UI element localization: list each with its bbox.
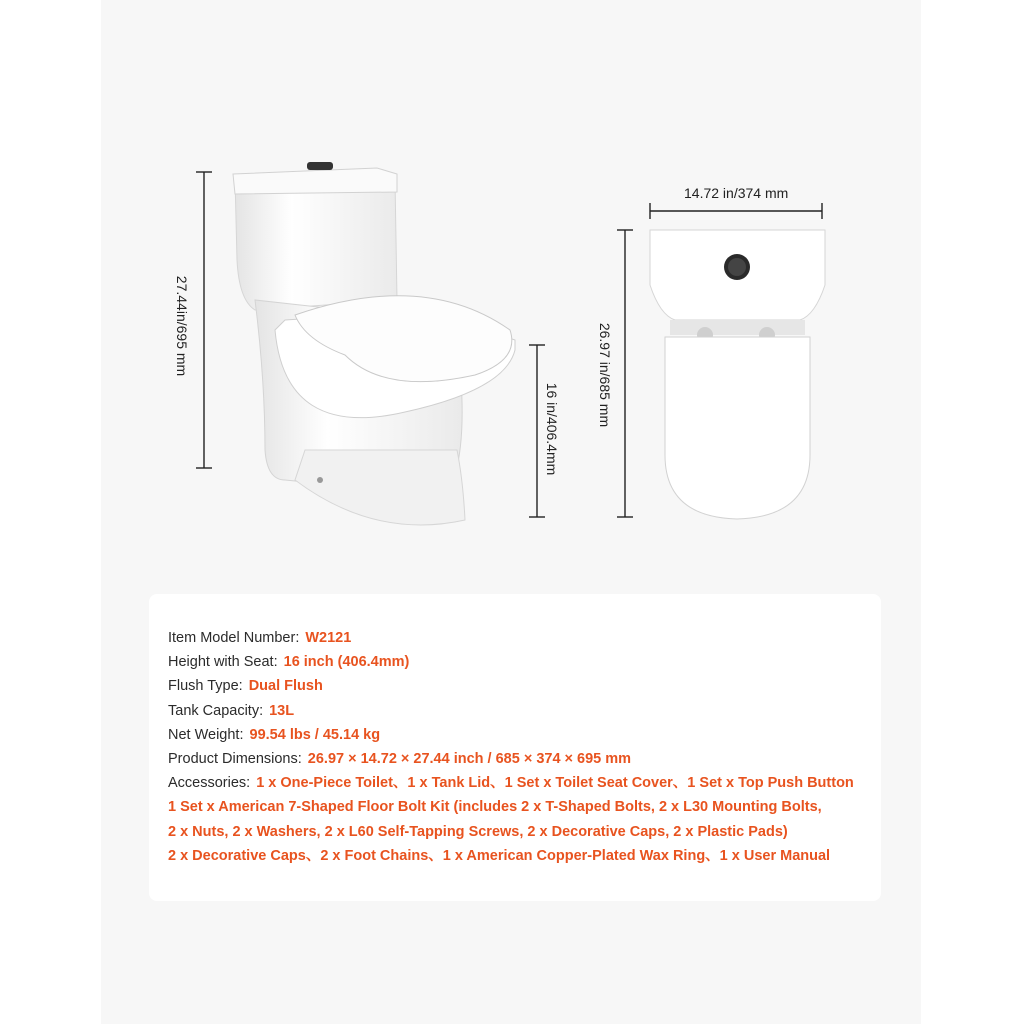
spec-model [168, 626, 868, 650]
spec-value: 1 x One-Piece Toilet、1 x Tank Lid、1 Set x Toilet Seat Cover、1 Set x Top Push Button [256, 775, 854, 792]
spec-label: Height with Seat: [168, 654, 278, 671]
top-depth-label: 26.97 in/685 mm [597, 322, 613, 428]
spec-value: W2121 [305, 630, 352, 646]
spec-value: 16 inch (406.4mm) [283, 654, 410, 671]
spec-label: Tank Capacity: [168, 702, 264, 719]
spec-accessories-line: 2 x Nuts, 2 x Washers, 2 x L60 Self-Tapping Screws, 2 x Decorative Caps, 2 x Plastic Pads) [168, 823, 788, 840]
spec-accessories-line: 2 x Decorative Caps、2 x Foot Chains、1 x American Copper-Plated Wax Ring、1 x User Manual [168, 847, 831, 864]
side-height-label: 27.44in/695 mm [174, 275, 190, 377]
spec-label: Flush Type: [168, 678, 243, 695]
spec-list [168, 626, 868, 868]
spec-label: Product Dimensions: [168, 751, 302, 768]
spec-card [149, 594, 881, 901]
spec-value: 99.54 lbs / 45.14 kg [249, 726, 381, 743]
spec-value: Dual Flush [248, 678, 323, 695]
top-width-label: 14.72 in/374 mm [684, 185, 789, 201]
spec-weight [168, 723, 868, 747]
spec-tank [168, 699, 868, 723]
spec-flush [168, 674, 868, 698]
seat-height-label: 16 in/406.4mm [544, 382, 560, 476]
spec-value: 13L [269, 702, 295, 719]
spec-dimensions [168, 747, 868, 771]
spec-height [168, 650, 868, 674]
spec-label: Net Weight: [168, 726, 244, 743]
spec-value: 26.97 × 14.72 × 27.44 inch / 685 × 374 × 695 mm [307, 751, 632, 768]
spec-accessories-line: 1 Set x American 7-Shaped Floor Bolt Kit (includes 2 x T-Shaped Bolts, 2 x L30 Mounting Bolts, [168, 799, 822, 816]
spec-label: Item Model Number: [168, 630, 300, 646]
spec-label: Accessories: [168, 775, 251, 792]
spec-accessories [168, 771, 868, 795]
